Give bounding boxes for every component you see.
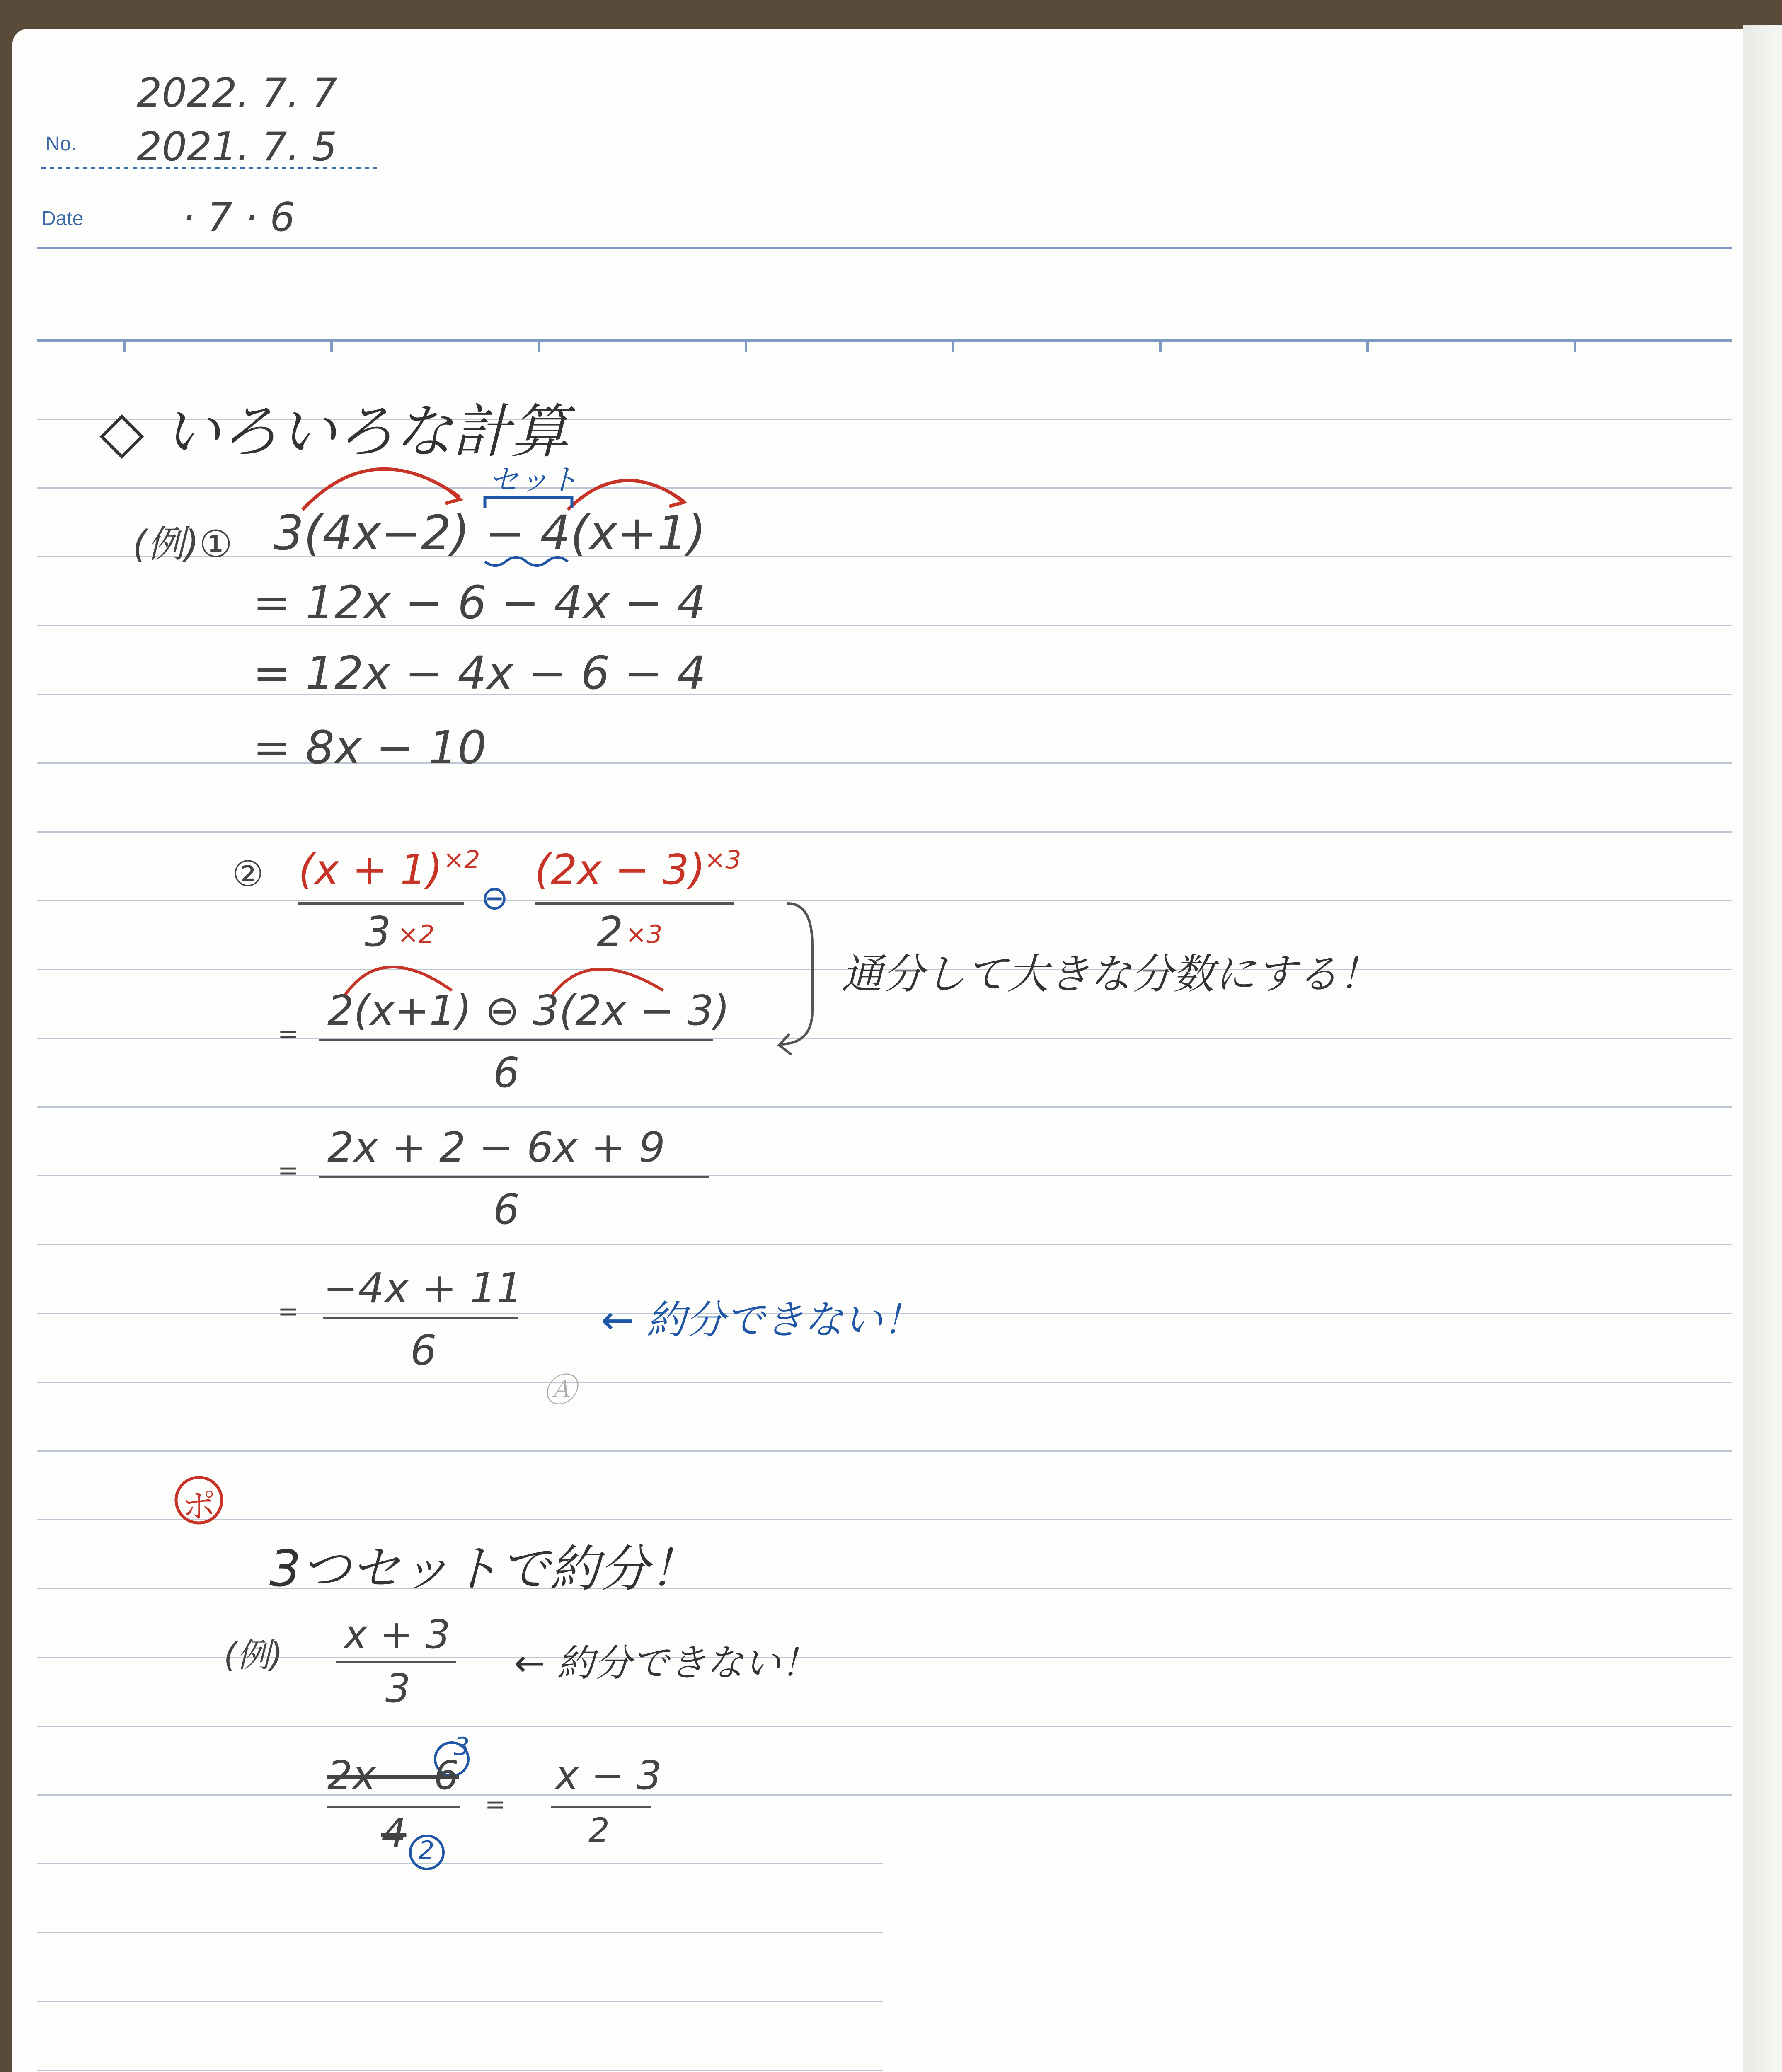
step1-denominator: 6 <box>493 1048 520 1097</box>
eq-sign-1: = <box>278 1019 299 1048</box>
example2-label: ② <box>232 854 264 895</box>
bad-denominator-note: 2 <box>419 1836 435 1865</box>
mark-a: Ⓐ <box>543 1371 576 1409</box>
step2-denominator: 6 <box>493 1185 520 1234</box>
bad-denominator: 4 <box>381 1811 407 1857</box>
eq-sign-3: = <box>278 1297 299 1326</box>
point-heading: 3つセットで約分！ <box>269 1540 699 1598</box>
result-numerator: x − 3 <box>555 1753 662 1798</box>
minus-sign: ⊖ <box>481 879 509 917</box>
bad-numerator-note: 3 <box>454 1732 470 1761</box>
example1-step2: = 12x − 4x − 6 − 4 <box>253 646 706 700</box>
frac-a-den-multiplier: ×2 <box>398 920 435 949</box>
point-frac-denominator: 3 <box>385 1666 411 1711</box>
point-frac-numerator: x + 3 <box>344 1612 450 1658</box>
example1-expression: 3(4x−2) − 4(x+1) <box>274 506 706 561</box>
frac-b-numerator: (2x − 3) <box>535 845 705 894</box>
bracket-note: 通分して大きな分数にする！ <box>841 950 1380 998</box>
frac-a-denominator: 3 <box>365 908 391 956</box>
result-denominator: 2 <box>588 1811 610 1849</box>
frac-a-multiplier: ×2 <box>443 845 480 874</box>
point-eq-sign: = <box>485 1790 506 1819</box>
point-example-label: (例) <box>224 1636 283 1675</box>
step3-numerator: −4x + 11 <box>323 1264 523 1312</box>
cannot-reduce-note: ← 約分できない！ <box>601 1297 922 1343</box>
step1-numerator: 2(x+1) ⊖ 3(2x − 3) <box>327 986 730 1035</box>
example1-step1: = 12x − 6 − 4x − 4 <box>253 576 706 629</box>
date-entry-3: · 7 · 6 <box>182 195 295 240</box>
bad-numerator: 2x − 6 <box>327 1753 459 1798</box>
section-title: ◇ いろいろな計算 <box>99 398 569 466</box>
example1-step3: = 8x − 10 <box>253 721 487 774</box>
date-label: Date <box>41 208 84 230</box>
frac-b-denominator: 2 <box>597 908 623 956</box>
date-entry-2: 2021. 7. 5 <box>137 124 337 170</box>
no-label: No. <box>46 133 77 155</box>
point-badge: ポ <box>182 1487 215 1525</box>
example1-label: (例)① <box>133 523 232 566</box>
frac-b-den-multiplier: ×3 <box>626 920 663 949</box>
frac-b-multiplier: ×3 <box>705 845 741 874</box>
eq-sign-2: = <box>278 1156 299 1185</box>
frac-a-numerator: (x + 1) <box>298 845 443 894</box>
step2-numerator: 2x + 2 − 6x + 9 <box>327 1123 665 1172</box>
set-note: セット <box>489 462 579 497</box>
date-entry-1: 2022. 7. 7 <box>137 70 337 116</box>
step3-denominator: 6 <box>410 1326 437 1375</box>
point-cannot-reduce: ← 約分できない！ <box>514 1641 818 1685</box>
